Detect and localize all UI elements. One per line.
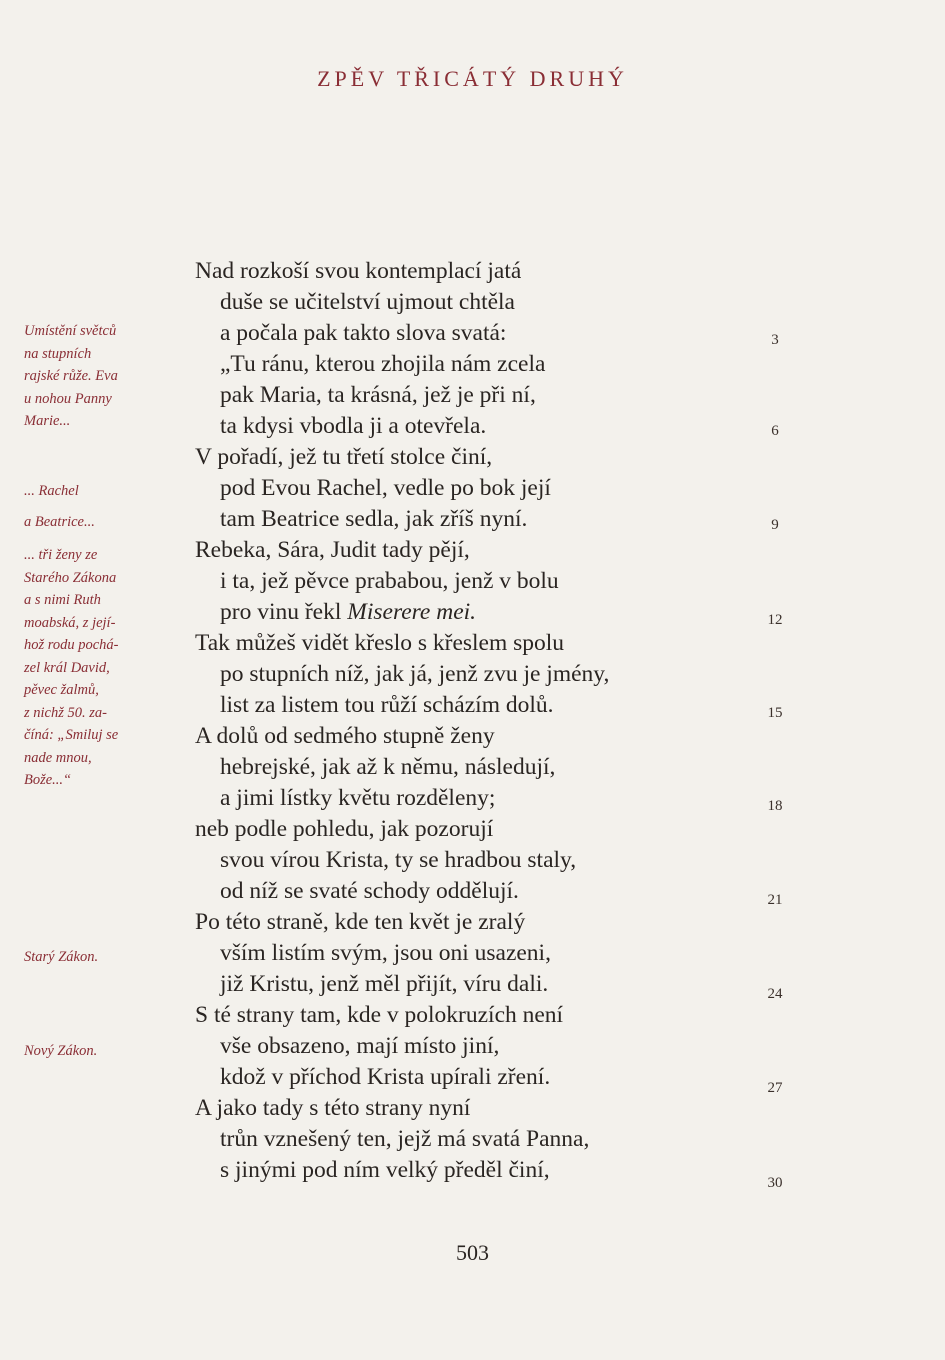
line-number: 18 <box>767 798 783 814</box>
line-number: 21 <box>767 892 783 908</box>
verse-line: A jako tady s této strany nyní <box>195 1095 471 1121</box>
verse-line: i ta, jež pěvce prababou, jenž v bolu <box>220 568 559 594</box>
verse-line: s jinými pod ním velký předěl činí, <box>220 1157 550 1183</box>
verse-line: od níž se svaté schody oddělují. <box>220 878 519 904</box>
gloss-rachel <box>24 480 174 503</box>
line-number: 9 <box>771 517 779 533</box>
line-number: 24 <box>767 986 783 1002</box>
gloss-line: Starého Zákona <box>24 569 117 586</box>
page-number: 503 <box>456 1240 489 1265</box>
gloss-beatrice <box>24 511 174 534</box>
verse-line: Tak můžeš vidět křeslo s křeslem spolu <box>195 630 565 656</box>
gloss-line: moabská, z její- <box>24 614 116 631</box>
verse-line: již Kristu, jenž měl přijít, víru dali. <box>220 971 549 997</box>
gloss-line: a s nimi Ruth <box>24 592 101 608</box>
verse-line: hebrejské, jak až k němu, následují, <box>220 754 556 780</box>
line-number: 3 <box>771 332 779 348</box>
verse-line: po stupních níž, jak já, jenž zvu je jmény, <box>220 661 610 687</box>
verse-text: pro vinu řekl <box>220 599 342 625</box>
gloss-saints-placement <box>24 320 174 433</box>
latin-phrase: Miserere mei. <box>347 599 477 625</box>
verse-line-with-latin <box>195 597 715 628</box>
verse-line: pod Evou Rachel, vedle po bok její <box>220 475 551 501</box>
verse-line: tam Beatrice sedla, jak zříš nyní. <box>220 506 528 532</box>
verse-line: A dolů od sedmého stupně ženy <box>195 723 495 749</box>
line-number: 30 <box>767 1175 783 1191</box>
gloss-line: Umístění světců <box>24 323 117 339</box>
verse-line: V pořadí, jež tu třetí stolce činí, <box>195 444 493 470</box>
gloss-line: Starý Zákon. <box>24 949 99 965</box>
gloss-line: z nichž 50. za- <box>24 704 107 721</box>
gloss-line: nade mnou, <box>24 749 92 766</box>
verse-line: neb podle pohledu, jak pozorují <box>195 816 494 842</box>
gloss-line: ... tři ženy ze <box>24 547 98 563</box>
poem-verses <box>195 256 715 1186</box>
gloss-line: rajské růže. Eva <box>24 368 118 384</box>
gloss-line: ... Rachel <box>24 483 79 499</box>
line-number: 27 <box>767 1080 783 1096</box>
line-number: 15 <box>767 705 783 721</box>
gloss-line: a Beatrice... <box>24 514 95 530</box>
verse-line: a jimi lístky květu rozděleny; <box>220 785 496 811</box>
verse-line: Rebeka, Sára, Judit tady pějí, <box>195 537 470 563</box>
line-number: 12 <box>767 612 783 628</box>
gloss-three-women <box>24 544 174 792</box>
verse-line: „Tu ránu, kterou zhojila nám zcela <box>220 351 546 377</box>
verse-line: duše se učitelství ujmout chtěla <box>220 289 515 315</box>
verse-line: svou vírou Krista, ty se hradbou staly, <box>220 847 577 873</box>
verse-line: a počala pak takto slova svatá: <box>220 320 507 346</box>
canto-title: ZPĚV TŘICÁTÝ DRUHÝ <box>317 66 628 91</box>
verse-line: Nad rozkoší svou kontemplací jatá <box>195 258 522 284</box>
verse-line: ta kdysi vbodla ji a otevřela. <box>220 413 487 439</box>
gloss-line: Nový Zákon. <box>24 1043 98 1059</box>
gloss-line: hož rodu pochá- <box>24 637 119 653</box>
verse-line: list za listem tou růží scházím dolů. <box>220 692 554 718</box>
gloss-line: Marie... <box>24 413 71 429</box>
gloss-line: u nohou Panny <box>24 390 112 407</box>
gloss-new-testament <box>24 1040 174 1063</box>
verse-line: Po této straně, kde ten květ je zralý <box>195 909 526 935</box>
verse-line: vše obsazeno, mají místo jiní, <box>220 1033 500 1059</box>
gloss-line: Bože...“ <box>24 772 72 788</box>
verse-line: pak Maria, ta krásná, jež je při ní, <box>220 382 536 408</box>
gloss-line: číná: „Smiluj se <box>24 727 119 743</box>
gloss-old-testament <box>24 946 174 969</box>
gloss-line: zel král David, <box>24 659 110 676</box>
verse-line: trůn vznešený ten, jejž má svatá Panna, <box>220 1126 590 1152</box>
verse-line: kdož v příchod Krista upírali zření. <box>220 1064 551 1090</box>
line-number: 6 <box>771 423 779 439</box>
gloss-line: pěvec žalmů, <box>24 682 99 698</box>
verse-line: vším listím svým, jsou oni usazeni, <box>220 940 551 966</box>
verse-line: S té strany tam, kde v polokruzích není <box>195 1002 564 1028</box>
gloss-line: na stupních <box>24 345 92 362</box>
